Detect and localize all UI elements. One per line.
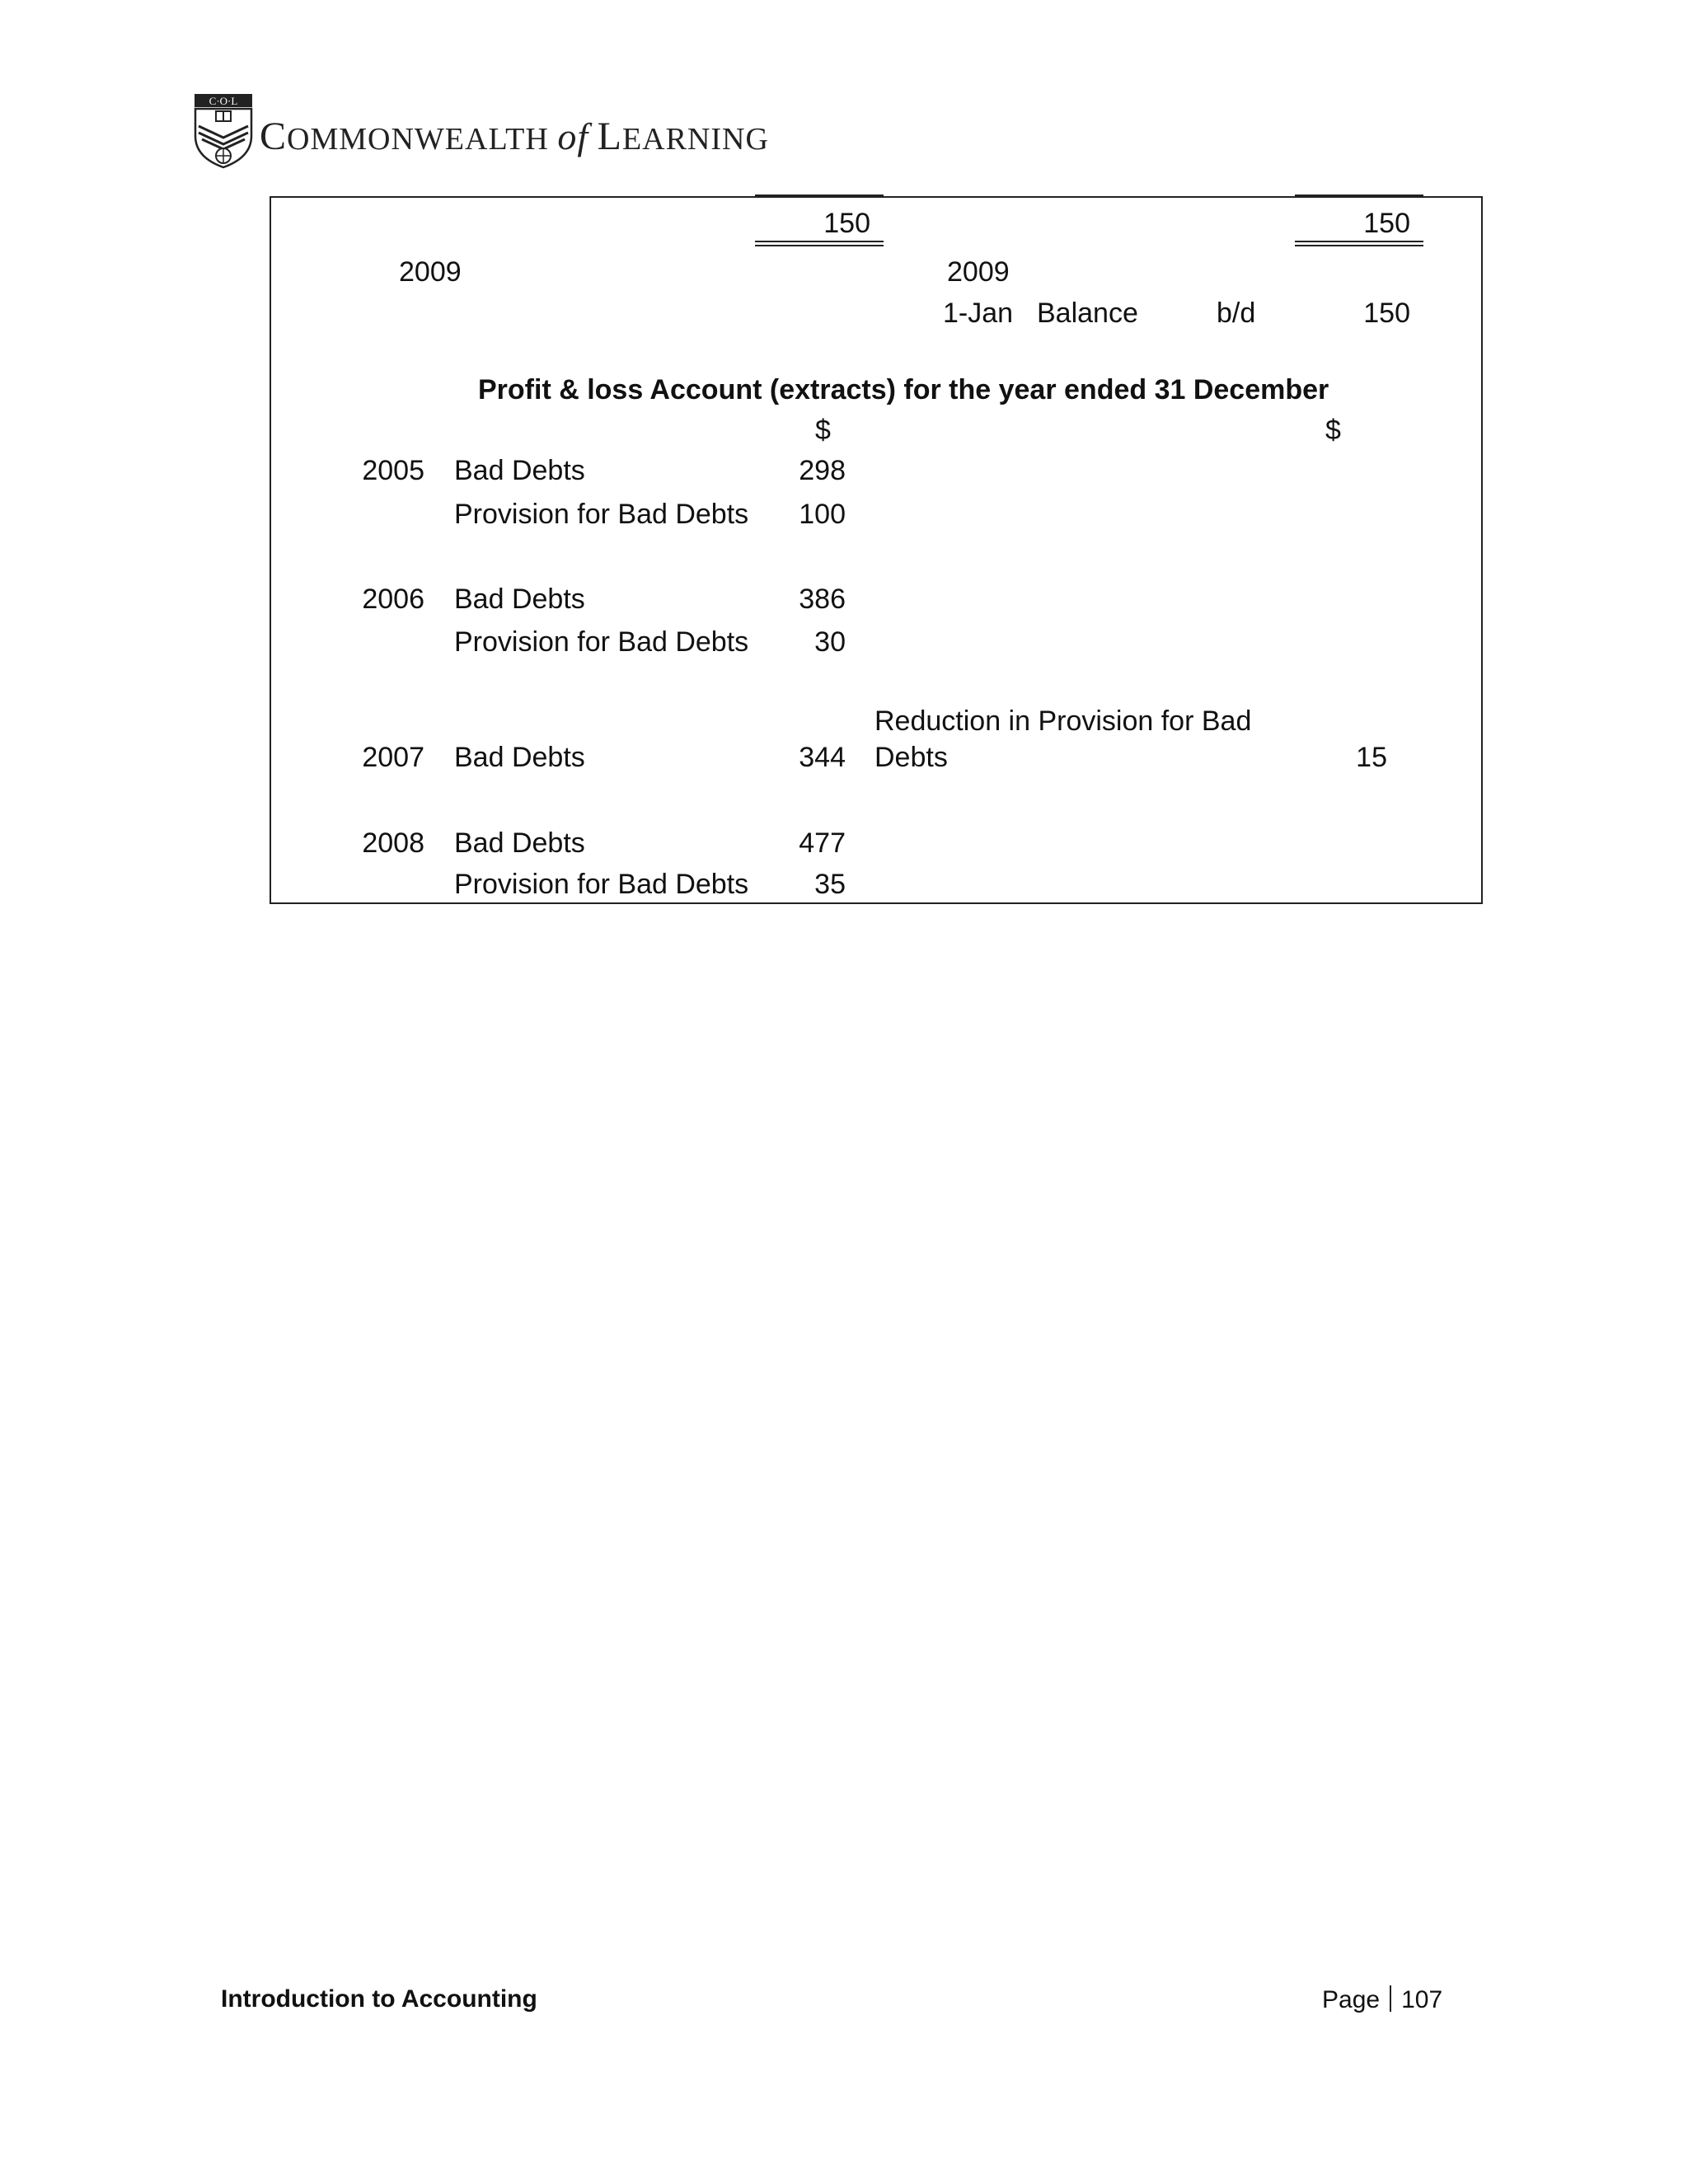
page-number-value: 107 [1401,1986,1443,2013]
footer-title: Introduction to Accounting [221,1985,537,2013]
row-amount: 344 [799,742,846,773]
organization-name: COMMONWEALTH of LEARNING [260,115,769,158]
row-description: Bad Debts [454,742,585,773]
entry-amount: 150 [1363,298,1410,329]
year-right: 2009 [947,256,1010,288]
credit-description-line1: Reduction in Provision for Bad [874,705,1252,737]
double-underline-left [755,241,884,246]
credit-amount: 15 [1356,742,1387,773]
row-amount: 100 [799,499,846,530]
entry-description: Balance [1037,298,1138,329]
row-amount: 477 [799,827,846,859]
continuation-rule-right [1295,194,1423,197]
total-right: 150 [1363,208,1410,239]
page-number [1322,1985,1442,2014]
row-amount: 386 [799,583,846,615]
page-label: Page [1322,1986,1381,2013]
entry-reference: b/d [1217,298,1256,329]
row-description: Provision for Bad Debts [454,869,749,900]
row-year: 2007 [362,742,424,773]
continuation-rule-left [755,194,884,197]
year-left: 2009 [399,256,462,288]
row-year: 2006 [362,583,424,615]
row-description: Bad Debts [454,583,585,615]
currency-left: $ [815,415,831,446]
entry-date: 1-Jan [943,298,1014,329]
row-description: Bad Debts [454,455,585,486]
credit-description-line2: Debts [874,742,948,773]
currency-right: $ [1325,415,1341,446]
row-description: Bad Debts [454,827,585,859]
row-description: Provision for Bad Debts [454,626,749,658]
row-description: Provision for Bad Debts [454,499,749,530]
pl-title: Profit & loss Account (extracts) for the year ended 31 December [478,374,1329,405]
row-amount: 30 [814,626,846,658]
row-amount: 35 [814,869,846,900]
row-year: 2008 [362,827,424,859]
row-amount: 298 [799,455,846,486]
total-left: 150 [823,208,870,239]
double-underline-right [1295,241,1423,246]
col-crest-logo [194,93,253,169]
svg-text:C·O·L: C·O·L [209,95,238,107]
separator [1390,1985,1391,2012]
row-year: 2005 [362,455,424,486]
